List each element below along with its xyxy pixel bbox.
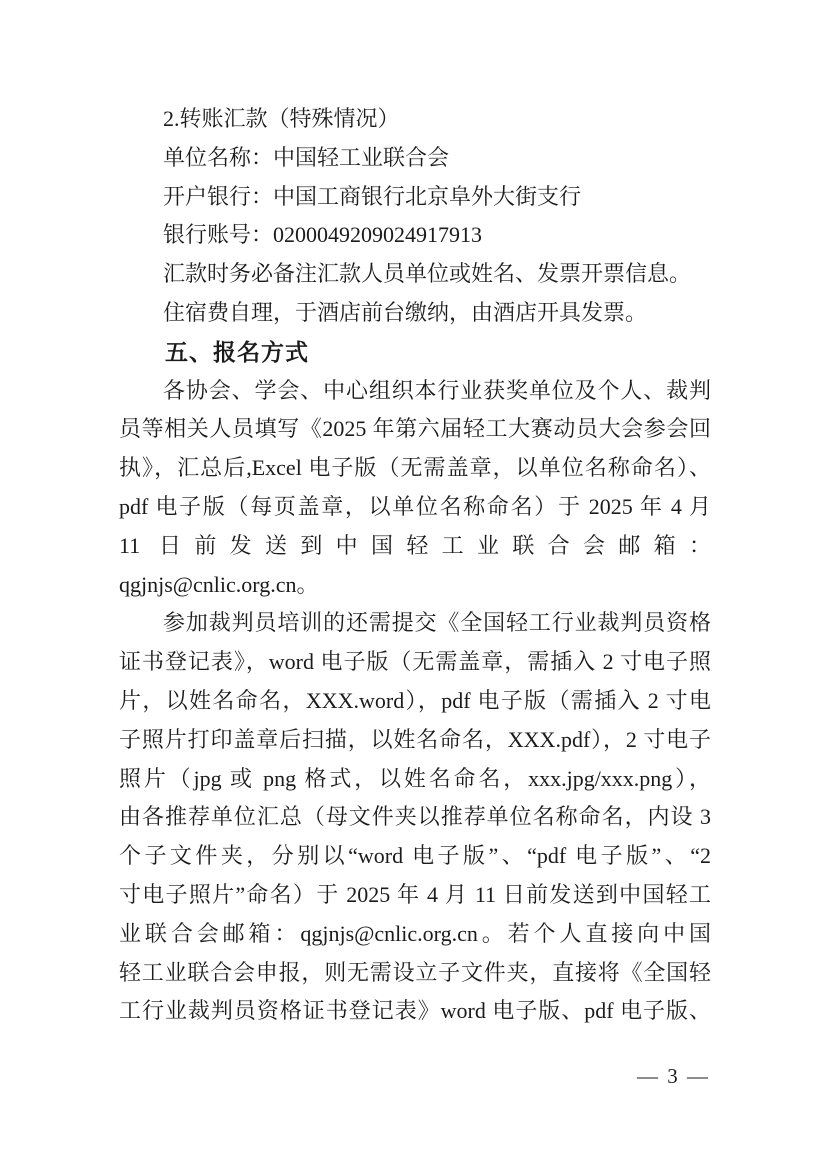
page-number: — 3 —: [637, 1064, 710, 1088]
judge-training-paragraph-line: 个子文件夹，分别以“word 电子版”、“pdf 电子版”、“2: [119, 843, 711, 869]
registration-paragraph-line: 11 日前发送到中国轻工业联合会邮箱：: [119, 532, 711, 558]
judge-training-paragraph-line: 寸电子照片”命名）于 2025 年 4 月 11 日前发送到中国轻工: [119, 881, 711, 907]
judge-training-paragraph-line: 业联合会邮箱：qgjnjs@cnlic.org.cn。若个人直接向中国: [119, 920, 711, 946]
judge-training-paragraph-line: 参加裁判员培训的还需提交《全国轻工行业裁判员资格: [163, 610, 711, 636]
registration-paragraph-line: pdf 电子版（每页盖章，以单位名称命名）于 2025 年 4 月: [119, 493, 711, 519]
registration-paragraph-line: 执》，汇总后,Excel 电子版（无需盖章，以单位名称命名）、: [119, 455, 711, 481]
email-line: qgjnjs@cnlic.org.cn。: [119, 571, 319, 597]
company-name-line: 单位名称：中国轻工业联合会: [163, 144, 450, 170]
judge-training-paragraph-line: 轻工业联合会申报，则无需设立子文件夹，直接将《全国轻: [119, 959, 711, 985]
registration-paragraph-line: 各协会、学会、中心组织本行业获奖单位及个人、裁判: [163, 377, 711, 403]
remittance-note-line: 汇款时务必备注汇款人员单位或姓名、发票开票信息。: [163, 261, 692, 287]
judge-training-paragraph-line: 工行业裁判员资格证书登记表》word 电子版、pdf 电子版、: [119, 998, 711, 1024]
registration-paragraph-line: 员等相关人员填写《2025 年第六届轻工大赛动员大会参会回: [119, 416, 711, 442]
transfer-remittance-subheading: 2.转账汇款（特殊情况）: [163, 106, 400, 131]
judge-training-paragraph-line: 由各推荐单位汇总（母文件夹以推荐单位名称命名，内设 3: [119, 804, 711, 830]
section-5-heading: 五、报名方式: [165, 338, 309, 365]
bank-name-line: 开户银行：中国工商银行北京阜外大街支行: [163, 183, 582, 209]
bank-account-line: 银行账号：0200049209024917913: [163, 222, 483, 248]
judge-training-paragraph-line: 片，以姓名命名，XXX.word），pdf 电子版（需插入 2 寸电: [119, 687, 711, 713]
judge-training-paragraph-line: 证书登记表》，word 电子版（无需盖章，需插入 2 寸电子照: [119, 649, 711, 675]
accommodation-note-line: 住宿费自理，于酒店前台缴纳，由酒店开具发票。: [163, 299, 648, 325]
judge-training-paragraph-line: 子照片打印盖章后扫描，以姓名命名，XXX.pdf），2 寸电子: [119, 726, 711, 752]
document-body: [119, 100, 711, 1031]
judge-training-paragraph-line: 照片（jpg 或 png 格式，以姓名命名，xxx.jpg/xxx.png），: [119, 765, 711, 791]
